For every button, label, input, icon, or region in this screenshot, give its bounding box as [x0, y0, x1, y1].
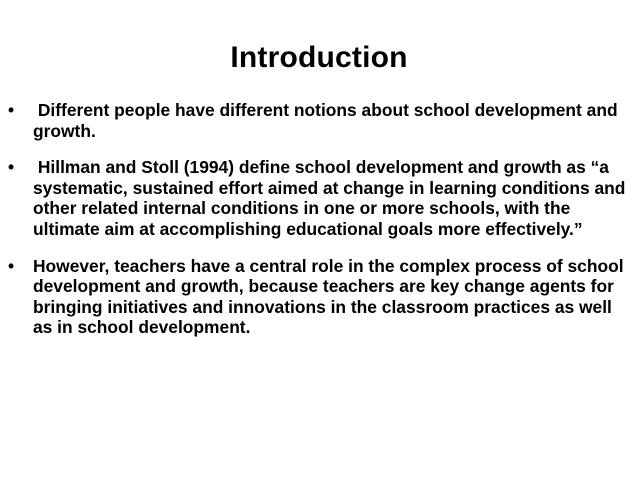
bullet-marker-icon: •: [8, 157, 15, 178]
bullet-item: [8, 100, 630, 141]
bullet-item: [8, 256, 630, 338]
bullet-text: Hillman and Stoll (1994) define school development and growth as “a systematic, sustained effort aimed at change in learning conditions and other related internal conditions in one or more schools, with the ultimate aim at accomplishing educational goals more effectively.”: [33, 157, 631, 239]
bullet-text: Different people have different notions about school development and growth.: [33, 100, 623, 141]
bullet-marker-icon: •: [8, 255, 15, 276]
slide-title: Introduction: [230, 41, 408, 74]
bullet-text: However, teachers have a central role in the complex process of school development and growth, because teachers are key change agents for bringing initiatives and innovations in the classroom practices as well as in school development.: [33, 255, 629, 338]
bullet-marker-icon: •: [8, 100, 15, 120]
bullet-list: [8, 100, 630, 354]
bullet-item: [8, 157, 630, 239]
